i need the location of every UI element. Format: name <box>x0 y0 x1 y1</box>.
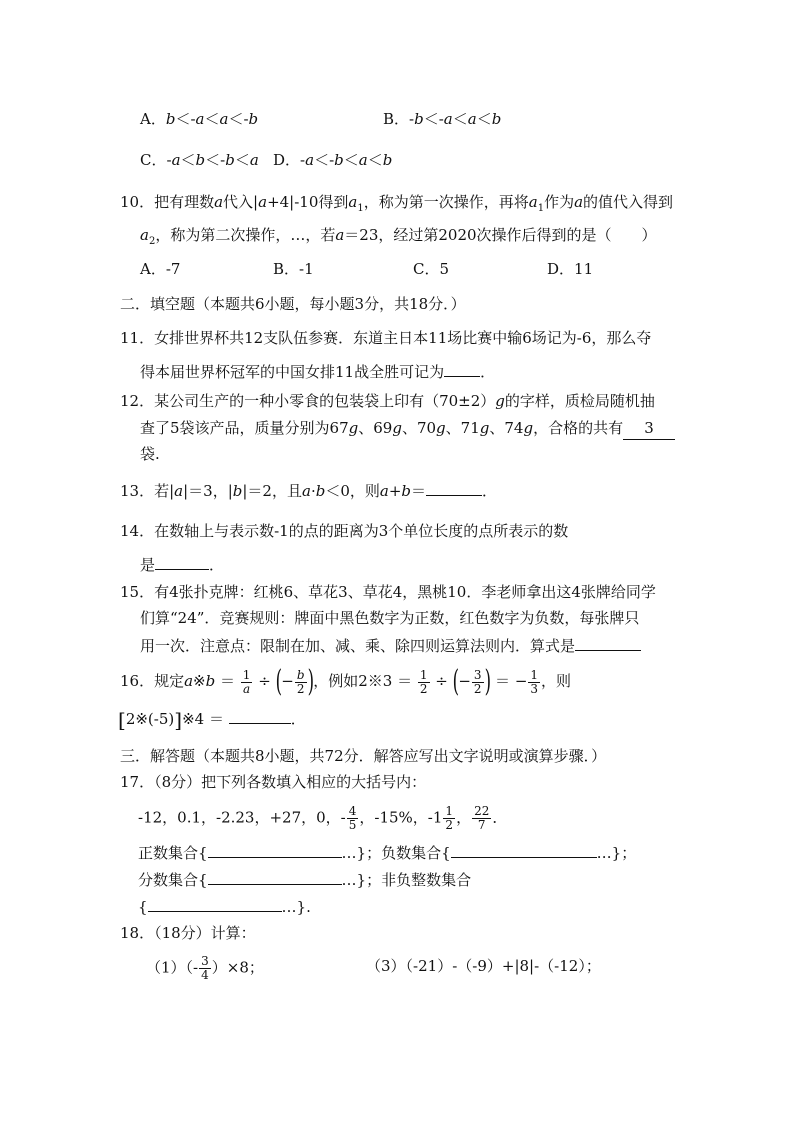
q15-answer-blank <box>575 634 641 651</box>
q18-line1: 18．（18分）计算： <box>120 924 256 942</box>
q15-line2: 们算“24”．竞赛规则：牌面中黑色数字为正数，红色数字为负数，每张牌只 <box>140 609 640 627</box>
nonneg-int-set-blank <box>148 895 282 912</box>
q12-answer: 3 <box>623 417 675 440</box>
q18-part3: （3）（-21）-（-9）+|8|-（-12）； <box>366 957 601 975</box>
q17-line1: 17．（8分）把下列各数填入相应的大括号内： <box>120 773 427 791</box>
q16-frac-half: $\frac{1}{2}$ <box>419 667 428 696</box>
q10-option-c: C．5 <box>413 260 450 278</box>
q15-line3: 用一次．注意点：限制在加、减、乘、除四则运算法则内．算式是 <box>140 634 641 657</box>
q11-answer-blank <box>444 360 480 377</box>
q11-line2: 得本届世界杯冠军的中国女排11战全胜可记为 ． <box>140 360 495 383</box>
q17-sets-line2: 分数集合{ …}；非负整数集合 <box>138 868 471 891</box>
q18-part1: （1）（- $\frac{3}{4}$ ）×8； <box>146 954 264 982</box>
q17-sets-line1: 正数集合{ …}；负数集合{ …}； <box>138 841 636 864</box>
negative-set-blank <box>451 841 597 858</box>
q10-option-d: D．11 <box>547 260 594 278</box>
section3-heading: 三．解答题（本题共8小题，共72分．解答应写出文字说明或演算步骤．） <box>120 747 607 765</box>
q16-frac-third: $\frac{1}{3}$ <box>530 667 539 696</box>
q14-answer-blank <box>155 553 209 570</box>
q15-line1: 15．有4张扑克牌：红桃6、草花3、草花4，黑桃10．李老师拿出这4张牌给同学 <box>120 583 656 601</box>
q9-option-b: B．-b＜-a＜a＜b <box>383 110 502 128</box>
q11-line1: 11．女排世界杯共12支队伍参赛．东道主日本11场比赛中输6场记为-6，那么夺 <box>120 329 652 347</box>
q12-line1: 12．某公司生产的一种小零食的包装袋上印有（70±2）g的字样，质检局随机抽 <box>120 392 655 410</box>
q9-option-a: A．b＜-a＜a＜-b <box>140 110 259 128</box>
q10-line1: 10．把有理数a代入|a+4|-10得到$a_1$，称为第一次操作，再将$a_1$作为a的值代入得到 <box>120 193 674 214</box>
q17-frac-22-7: $\frac{22}{7}$ <box>474 804 490 832</box>
q13-answer-blank <box>426 479 482 496</box>
q16-answer-blank <box>229 707 291 724</box>
q10-line2: $a_2$，称为第二次操作，…，若a＝23，经过第2020次操作后得到的是（ ） <box>140 226 657 247</box>
q10-option-b: B．-1 <box>273 260 314 278</box>
q14-line2: 是 ． <box>140 553 224 576</box>
q10-option-a: A．-7 <box>140 260 181 278</box>
q16-frac-b-over-2: $\frac{b}{2}$ <box>296 667 305 696</box>
q12-line2: 查了5袋该产品，质量分别为67g、69g、70g、71g、74g，合格的共有 3 <box>140 417 675 440</box>
q14-line1: 14．在数轴上与表示数-1的点的距离为3个单位长度的点所表示的数 <box>120 522 569 540</box>
q12-line3: 袋. <box>140 445 160 463</box>
q16-line2: [2※(-5)]※4 ＝ ． <box>118 708 306 732</box>
q9-option-c: C．-a＜b＜-b＜a <box>140 151 259 169</box>
q13-line: 13．若|a|＝3，|b|＝2，且a·b＜0，则a+b＝ ． <box>120 479 497 502</box>
q17-numbers: -12，0.1，-2.23，+27，0，- $\frac{4}{5}$ ，-15%，-1 $\frac{1}{2}$ ， $\frac{22}{7}$ ． <box>138 804 508 832</box>
q17-sets-line3: { …}. <box>138 895 311 918</box>
fraction-set-blank <box>208 868 342 885</box>
q17-frac-1-2: $\frac{1}{2}$ <box>445 804 454 832</box>
positive-set-blank <box>208 841 342 858</box>
q16-frac-1-over-a: $\frac{1}{a}$ <box>242 667 251 696</box>
q16-frac-3-over-2: $\frac{3}{2}$ <box>473 667 482 696</box>
q9-option-d: D．-a＜-b＜a＜b <box>273 151 393 169</box>
q17-frac-4-5: $\frac{4}{5}$ <box>348 804 357 832</box>
q18-frac-3-4: $\frac{3}{4}$ <box>201 954 209 982</box>
q16-line1: 16．规定a※b ＝ $\frac{1}{a}$ ÷ (− $\frac{b}{2}$ )，例如2※3 ＝ $\frac{1}{2}$ ÷ (− $\frac{3}{2}$ ) ＝ − $\frac{1}{3}$ ，则 <box>120 664 572 699</box>
section2-heading: 二．填空题（本题共6小题，每小题3分，共18分．） <box>120 295 466 313</box>
